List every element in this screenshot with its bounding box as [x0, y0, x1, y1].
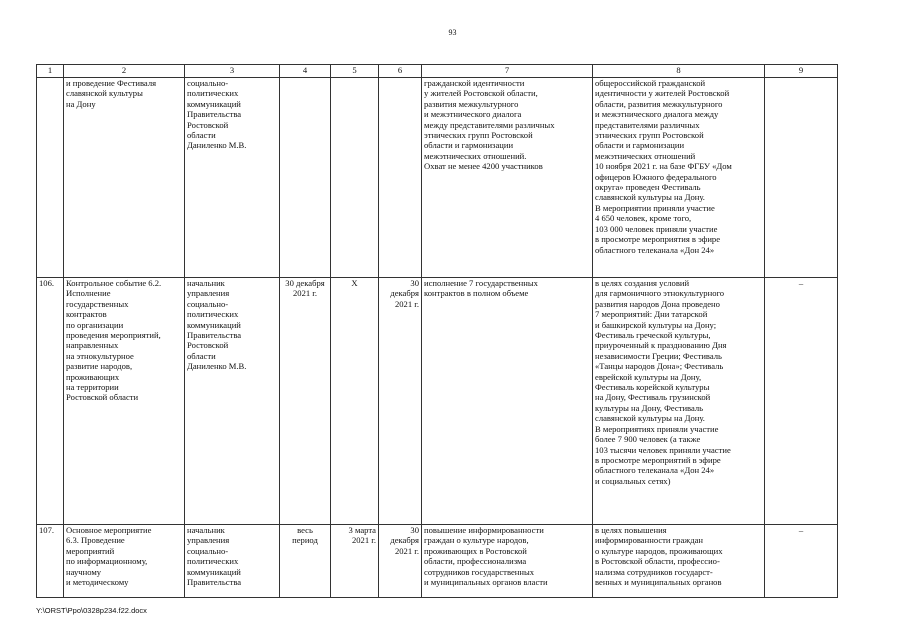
- responsible-person: социально- политических коммуникаций Правительства Ростовской области Даниленко М.В.: [185, 78, 280, 278]
- event-name: Контрольное событие 6.2. Исполнение государственных контрактов по организации проведения мероприятий, направленных на этнокультурное развитие народов, проживающих на территории Ростовской области: [64, 278, 185, 525]
- file-path-footer: Y:\ORST\Ppo\0328p234.f22.docx: [36, 606, 147, 615]
- responsible-person: начальник управления социально- политических коммуникаций Правительства: [185, 525, 280, 598]
- header-cell-9: 9: [765, 65, 838, 78]
- responsible-person: начальник управления социально- политических коммуникаций Правительства Ростовской области Даниленко М.В.: [185, 278, 280, 525]
- header-cell-7: 7: [422, 65, 593, 78]
- start-date: [280, 78, 331, 278]
- table-row: [37, 78, 838, 278]
- table-header-row: [37, 65, 838, 78]
- start-date: весь период: [280, 525, 331, 598]
- actual-end-date: [379, 78, 422, 278]
- header-cell-4: 4: [280, 65, 331, 78]
- actual-result: в целях повышения информированности граждан о культуре народов, проживающих в Ростовской области, профессио- нализма сотрудников государст- венных и муниципальных органов: [593, 525, 765, 598]
- planned-end-date: [331, 78, 379, 278]
- expected-result: повышение информированности граждан о культуре народов, проживающих в Ростовской области, профессионализма сотрудников государственных и муниципальных органов власти: [422, 525, 593, 598]
- expected-result: гражданской идентичности у жителей Ростовской области, развития межкультурного и межэтнического диалога между представителями различных этнических групп Ростовской области и гармонизации межэтнических отношений. Охват не менее 4200 участников: [422, 78, 593, 278]
- actual-end-date: 30 декабря 2021 г.: [379, 278, 422, 525]
- row-number: 107.: [37, 525, 64, 598]
- start-date: 30 декабря 2021 г.: [280, 278, 331, 525]
- header-cell-8: 8: [593, 65, 765, 78]
- header-cell-2: 2: [64, 65, 185, 78]
- header-cell-5: 5: [331, 65, 379, 78]
- actual-end-date: 30 декабря 2021 г.: [379, 525, 422, 598]
- expected-result: исполнение 7 государственных контрактов в полном объеме: [422, 278, 593, 525]
- event-name: и проведение Фестиваля славянской культуры на Дону: [64, 78, 185, 278]
- header-cell-6: 6: [379, 65, 422, 78]
- note: –: [765, 525, 838, 598]
- table-row: [37, 525, 838, 598]
- event-name: Основное мероприятие 6.3. Проведение мероприятий по информационному, научному и методическому: [64, 525, 185, 598]
- note: [765, 78, 838, 278]
- actual-result: в целях создания условий для гармоничного этнокультурного развития народов Дона проведено 7 мероприятий: Дни татарской и башкирской культуры на Дону; Фестиваль греческой культуры, приуроченный к празднованию Дня независимости Греции; Фестиваль «Танцы народов Дона»; Фестиваль еврейской культуры на Дону, Фестиваль корейской культуры на Дону, Фестиваль грузинской культуры на Дону, Фестиваль славянской культуры на Дону. В мероприятиях приняли участие более 7 900 человек (а также 103 тысячи человек приняли участие в просмотре мероприятий в эфире областного телеканала «Дон 24» и социальных сетях): [593, 278, 765, 525]
- header-cell-1: 1: [37, 65, 64, 78]
- report-table: [36, 64, 838, 598]
- table-row: [37, 278, 838, 525]
- header-cell-3: 3: [185, 65, 280, 78]
- planned-end-date: Х: [331, 278, 379, 525]
- planned-end-date: 3 марта 2021 г.: [331, 525, 379, 598]
- row-number: [37, 78, 64, 278]
- page-number: 93: [448, 28, 457, 37]
- note: –: [765, 278, 838, 525]
- row-number: 106.: [37, 278, 64, 525]
- actual-result: общероссийской гражданской идентичности у жителей Ростовской области, развития межкультурного и межэтнического диалога между представителями различных этнических групп Ростовской области и гармонизации межэтнических отношений 10 ноября 2021 г. на базе ФГБУ «Дом офицеров Южного федерального округа» проведен Фестиваль славянской культуры на Дону. В мероприятии приняли участие 4 650 человек, кроме того, 103 000 человек приняли участие в просмотре мероприятия в эфире областного телеканала «Дон 24»: [593, 78, 765, 278]
